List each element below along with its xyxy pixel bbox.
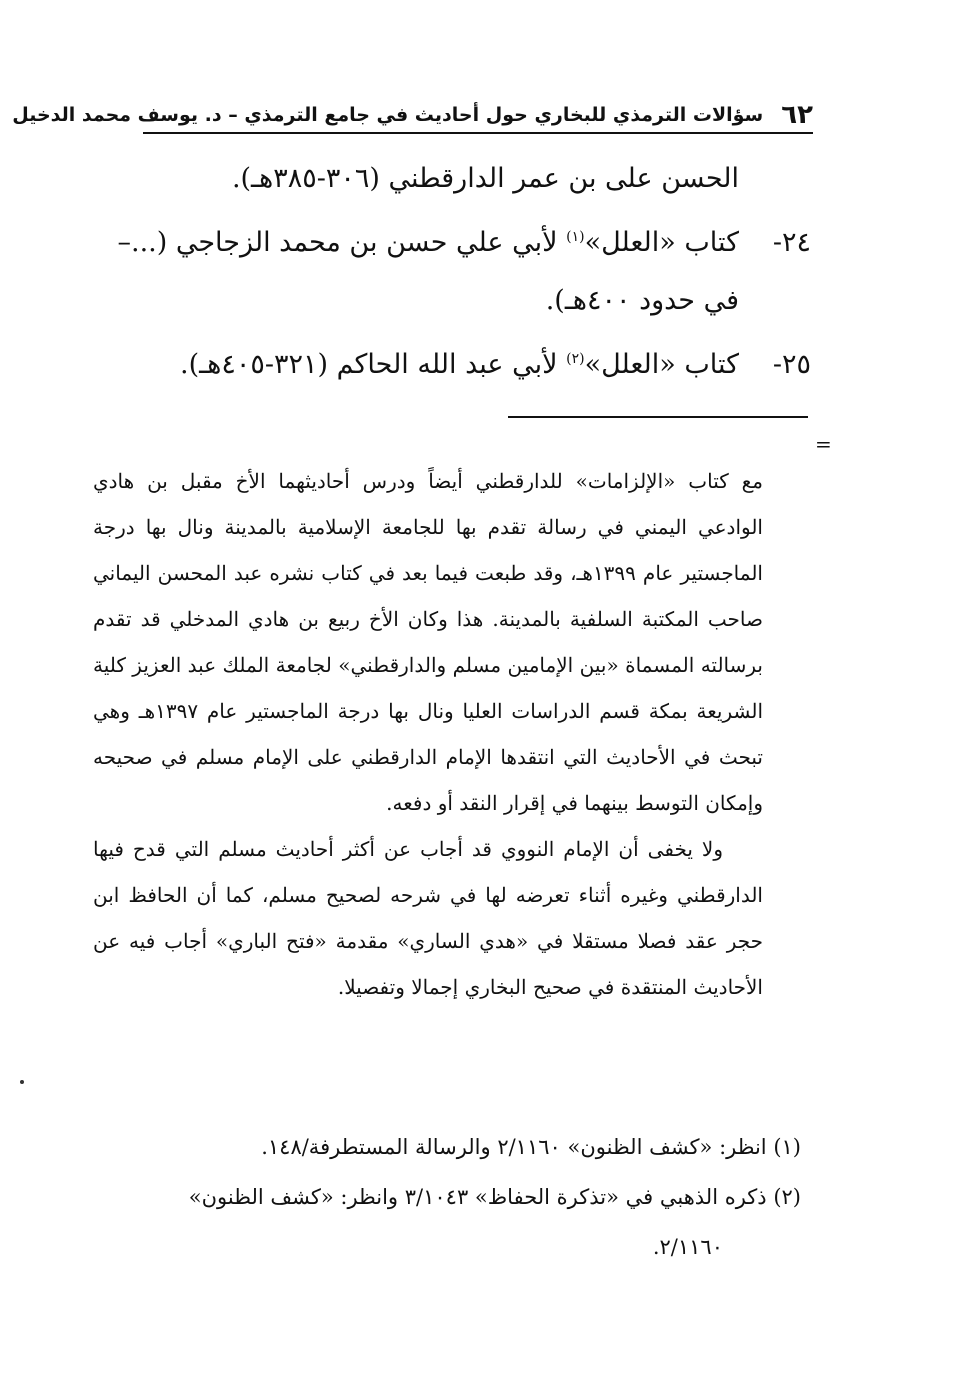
footnote-ref: (١) [566, 229, 585, 245]
item-text: كتاب «العلل» [584, 227, 739, 258]
continuation-mark: = [815, 432, 832, 456]
list-line-continuation: الحسن على بن عمر الدارقطني (٣٠٦-٣٨٥هـ). [231, 163, 739, 194]
footnote-1: (١) انظر: «كشف الظنون» ٢/١١٦٠ والرسالة المستطرفة/١٤٨. [261, 1135, 801, 1159]
main-list [117, 150, 811, 394]
running-header [12, 98, 813, 134]
notes-paragraph: ولا يخفى أن الإمام النووي قد أجاب عن أكثر أحاديث مسلم التي قدح فيها الدارقطني وغيره أثناء تعرضه لها في شرحه لصحيح مسلم، كما أن الحافظ ابن حجر عقد فصلا مستقلا في «هدي الساري» مقدمة «فتح الباري» أجاب فيه عن الأحاديث المنتقدة في صحيح البخاري إجمالا وتفصيلا. [93, 837, 763, 999]
item-number: ٢٤- [772, 227, 811, 258]
scan-speck [20, 1080, 24, 1084]
footnote-2-continuation: ٢/١١٦٠. [652, 1235, 723, 1259]
item-number: ٢٥- [772, 349, 811, 380]
page-number: ٦٢ [781, 100, 813, 130]
list-item-24-continuation: في حدود ٤٠٠هـ). [545, 285, 739, 316]
footnote-ref: (٢) [566, 351, 585, 367]
list-item-25 [121, 330, 811, 394]
item-text: كتاب «العلل» [584, 349, 739, 380]
list-item-24 [117, 208, 811, 272]
item-text: لأبي عبد الله الحاكم (٣٢١-٤٠٥هـ). [180, 349, 567, 380]
notes-paragraph: مع كتاب «الإلزامات» للدارقطني أيضاً ودرس أحاديثهما الأخ مقبل بن هادي الوادعي اليمني في رسالة تقدم بها للجامعة الإسلامية بالمدينة ونال بها درجة الماجستير عام ١٣٩٩هـ، وقد طبعت فيما بعد في كتاب نشره عبد المحسن اليماني صاحب المكتبة السلفية بالمدينة. هذا وكان الأخ ربيع بن هادي المدخلي قد تقدم برسالته المسماة «بين الإمامين مسلم والدارقطني» لجامعة الملك عبد العزيز كلية الشريعة بمكة قسم الدراسات العليا ونال بها درجة الماجستير عام ١٣٩٧هـ وهي تبحث في الأحاديث التي انتقدها الإمام الدارقطني على الإمام مسلم في صحيحه وإمكان التوسط بينهما في إقرار النقد أو دفعه. [93, 469, 763, 815]
header-title: سؤالات الترمذي للبخاري حول أحاديث في جامع الترمذي – د. يوسف محمد الدخيل [12, 104, 764, 126]
footnote-separator [508, 416, 808, 418]
notes-body [93, 458, 763, 1010]
footnotes [111, 1122, 801, 1272]
footnote-2: (٢) ذكره الذهبي في «تذكرة الحفاظ» ٣/١٠٤٣ وانظر: «كشف الظنون» [188, 1185, 801, 1209]
item-text: لأبي علي حسن بن محمد الزجاجي (...– [117, 227, 567, 258]
